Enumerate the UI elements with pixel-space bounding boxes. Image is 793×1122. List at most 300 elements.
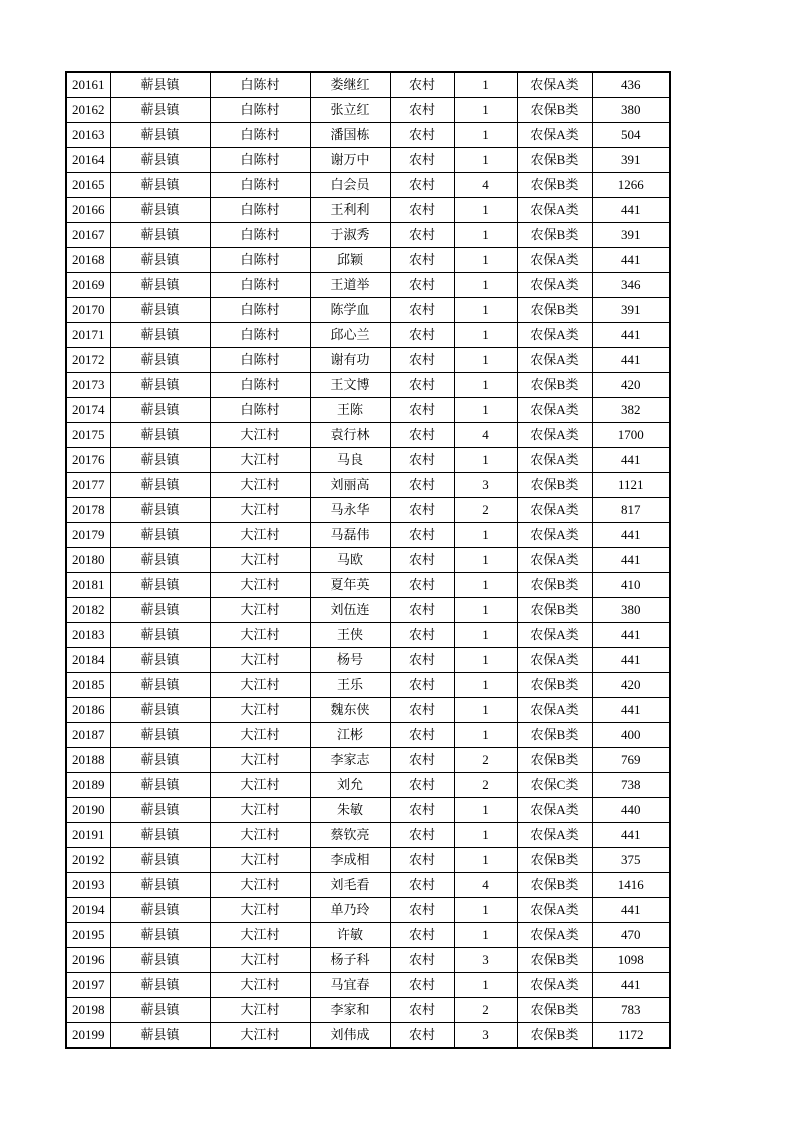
table-cell: 潘国栋 xyxy=(310,123,390,148)
table-cell: 大江村 xyxy=(210,973,310,998)
table-cell: 农保A类 xyxy=(517,72,592,98)
table-cell: 杨号 xyxy=(310,648,390,673)
table-cell: 农村 xyxy=(390,98,454,123)
table-cell: 大江村 xyxy=(210,673,310,698)
table-cell: 20185 xyxy=(66,673,110,698)
table-cell: 738 xyxy=(592,773,670,798)
table-cell: 2 xyxy=(454,498,517,523)
table-cell: 蕲县镇 xyxy=(110,348,210,373)
table-cell: 1 xyxy=(454,198,517,223)
table-cell: 20165 xyxy=(66,173,110,198)
table-cell: 张立红 xyxy=(310,98,390,123)
table-cell: 刘允 xyxy=(310,773,390,798)
table-cell: 1 xyxy=(454,548,517,573)
table-cell: 蕲县镇 xyxy=(110,798,210,823)
table-cell: 441 xyxy=(592,898,670,923)
table-cell: 农保A类 xyxy=(517,348,592,373)
table-cell: 农保A类 xyxy=(517,448,592,473)
table-cell: 娄继红 xyxy=(310,72,390,98)
table-cell: 4 xyxy=(454,423,517,448)
table-cell: 20188 xyxy=(66,748,110,773)
table-cell: 刘毛看 xyxy=(310,873,390,898)
table-cell: 农保B类 xyxy=(517,223,592,248)
table-cell: 20191 xyxy=(66,823,110,848)
table-cell: 农保B类 xyxy=(517,598,592,623)
table-cell: 王乐 xyxy=(310,673,390,698)
table-cell: 马良 xyxy=(310,448,390,473)
table-cell: 大江村 xyxy=(210,423,310,448)
table-cell: 1416 xyxy=(592,873,670,898)
table-cell: 农保A类 xyxy=(517,398,592,423)
table-cell: 蕲县镇 xyxy=(110,623,210,648)
table-cell: 农村 xyxy=(390,473,454,498)
table-cell: 谢有功 xyxy=(310,348,390,373)
table-cell: 农保B类 xyxy=(517,873,592,898)
table-cell: 蕲县镇 xyxy=(110,248,210,273)
table-row xyxy=(66,898,670,923)
table-cell: 1 xyxy=(454,273,517,298)
table-cell: 蕲县镇 xyxy=(110,873,210,898)
table-cell: 410 xyxy=(592,573,670,598)
table-cell: 李家志 xyxy=(310,748,390,773)
table-cell: 大江村 xyxy=(210,598,310,623)
table-cell: 1121 xyxy=(592,473,670,498)
table-row xyxy=(66,723,670,748)
table-cell: 1 xyxy=(454,648,517,673)
table-cell: 20167 xyxy=(66,223,110,248)
table-cell: 农村 xyxy=(390,148,454,173)
table-cell: 农村 xyxy=(390,398,454,423)
table-cell: 20182 xyxy=(66,598,110,623)
table-cell: 农村 xyxy=(390,623,454,648)
table-cell: 白陈村 xyxy=(210,348,310,373)
table-cell: 大江村 xyxy=(210,998,310,1023)
table-cell: 农保A类 xyxy=(517,123,592,148)
table-cell: 蕲县镇 xyxy=(110,398,210,423)
table-cell: 农保B类 xyxy=(517,848,592,873)
table-cell: 大江村 xyxy=(210,873,310,898)
table-row xyxy=(66,1023,670,1049)
table-cell: 20184 xyxy=(66,648,110,673)
table-row xyxy=(66,623,670,648)
table-cell: 大江村 xyxy=(210,748,310,773)
table-cell: 农保A类 xyxy=(517,823,592,848)
table-cell: 农村 xyxy=(390,173,454,198)
table-cell: 农保A类 xyxy=(517,698,592,723)
table-cell: 农保B类 xyxy=(517,573,592,598)
table-cell: 大江村 xyxy=(210,948,310,973)
table-cell: 蕲县镇 xyxy=(110,298,210,323)
table-cell: 20183 xyxy=(66,623,110,648)
table-cell: 农村 xyxy=(390,948,454,973)
table-cell: 农保A类 xyxy=(517,623,592,648)
table-cell: 大江村 xyxy=(210,898,310,923)
table-cell: 农保B类 xyxy=(517,148,592,173)
table-cell: 1266 xyxy=(592,173,670,198)
table-row xyxy=(66,98,670,123)
table-cell: 1 xyxy=(454,373,517,398)
table-row xyxy=(66,473,670,498)
table-cell: 农村 xyxy=(390,323,454,348)
table-cell: 白陈村 xyxy=(210,173,310,198)
table-cell: 农保B类 xyxy=(517,998,592,1023)
table-cell: 382 xyxy=(592,398,670,423)
table-cell: 441 xyxy=(592,548,670,573)
table-cell: 蕲县镇 xyxy=(110,773,210,798)
table-row xyxy=(66,248,670,273)
table-cell: 380 xyxy=(592,98,670,123)
table-cell: 1 xyxy=(454,323,517,348)
table-cell: 邱心兰 xyxy=(310,323,390,348)
table-cell: 蕲县镇 xyxy=(110,898,210,923)
table-cell: 大江村 xyxy=(210,773,310,798)
table-cell: 蕲县镇 xyxy=(110,648,210,673)
table-row xyxy=(66,148,670,173)
table-cell: 单乃玲 xyxy=(310,898,390,923)
table-cell: 蕲县镇 xyxy=(110,748,210,773)
table-cell: 1 xyxy=(454,898,517,923)
table-cell: 农村 xyxy=(390,123,454,148)
table-cell: 20166 xyxy=(66,198,110,223)
table-row xyxy=(66,423,670,448)
table-row xyxy=(66,498,670,523)
table-cell: 蕲县镇 xyxy=(110,473,210,498)
table-cell: 蕲县镇 xyxy=(110,548,210,573)
table-cell: 20164 xyxy=(66,148,110,173)
table-cell: 346 xyxy=(592,273,670,298)
table-row xyxy=(66,298,670,323)
table-cell: 1098 xyxy=(592,948,670,973)
table-cell: 400 xyxy=(592,723,670,748)
table-cell: 20189 xyxy=(66,773,110,798)
table-cell: 农村 xyxy=(390,298,454,323)
table-cell: 441 xyxy=(592,323,670,348)
table-cell: 大江村 xyxy=(210,723,310,748)
table-cell: 刘伍连 xyxy=(310,598,390,623)
table-cell: 蕲县镇 xyxy=(110,973,210,998)
table-cell: 农保B类 xyxy=(517,473,592,498)
table-cell: 王文博 xyxy=(310,373,390,398)
table-cell: 马磊伟 xyxy=(310,523,390,548)
table-cell: 1 xyxy=(454,798,517,823)
table-cell: 1 xyxy=(454,723,517,748)
table-row xyxy=(66,973,670,998)
table-cell: 20177 xyxy=(66,473,110,498)
table-cell: 大江村 xyxy=(210,448,310,473)
table-cell: 白陈村 xyxy=(210,248,310,273)
table-cell: 许敏 xyxy=(310,923,390,948)
table-cell: 农保A类 xyxy=(517,973,592,998)
table-cell: 蔡钦亮 xyxy=(310,823,390,848)
table-cell: 农村 xyxy=(390,273,454,298)
table-cell: 817 xyxy=(592,498,670,523)
table-cell: 1 xyxy=(454,348,517,373)
table-cell: 农保A类 xyxy=(517,273,592,298)
table-cell: 蕲县镇 xyxy=(110,598,210,623)
table-cell: 1 xyxy=(454,573,517,598)
table-cell: 白陈村 xyxy=(210,148,310,173)
table-cell: 1 xyxy=(454,698,517,723)
table-cell: 农村 xyxy=(390,198,454,223)
table-cell: 420 xyxy=(592,373,670,398)
table-cell: 马欧 xyxy=(310,548,390,573)
table-cell: 441 xyxy=(592,523,670,548)
table-cell: 20162 xyxy=(66,98,110,123)
table-cell: 农村 xyxy=(390,248,454,273)
table-row xyxy=(66,598,670,623)
table-cell: 2 xyxy=(454,773,517,798)
table-cell: 农村 xyxy=(390,598,454,623)
table-cell: 441 xyxy=(592,348,670,373)
table-cell: 20168 xyxy=(66,248,110,273)
table-cell: 农村 xyxy=(390,673,454,698)
table-cell: 20174 xyxy=(66,398,110,423)
table-row xyxy=(66,223,670,248)
table-cell: 大江村 xyxy=(210,923,310,948)
table-cell: 1 xyxy=(454,398,517,423)
table-cell: 大江村 xyxy=(210,823,310,848)
table-cell: 白陈村 xyxy=(210,398,310,423)
table-cell: 农村 xyxy=(390,898,454,923)
table-cell: 白陈村 xyxy=(210,298,310,323)
table-cell: 20179 xyxy=(66,523,110,548)
table-cell: 1 xyxy=(454,98,517,123)
table-cell: 王陈 xyxy=(310,398,390,423)
table-cell: 20195 xyxy=(66,923,110,948)
table-cell: 陈学血 xyxy=(310,298,390,323)
table-cell: 1 xyxy=(454,123,517,148)
table-cell: 蕲县镇 xyxy=(110,98,210,123)
table-cell: 农村 xyxy=(390,448,454,473)
table-row xyxy=(66,648,670,673)
table-cell: 农保A类 xyxy=(517,248,592,273)
table-cell: 农村 xyxy=(390,973,454,998)
table-cell: 李成相 xyxy=(310,848,390,873)
table-row xyxy=(66,173,670,198)
table-cell: 朱敏 xyxy=(310,798,390,823)
table-cell: 蕲县镇 xyxy=(110,423,210,448)
table-cell: 农村 xyxy=(390,348,454,373)
table-cell: 1 xyxy=(454,823,517,848)
table-cell: 大江村 xyxy=(210,523,310,548)
table-cell: 蕲县镇 xyxy=(110,323,210,348)
table-cell: 农保A类 xyxy=(517,648,592,673)
table-cell: 农保B类 xyxy=(517,948,592,973)
table-cell: 农保A类 xyxy=(517,923,592,948)
table-cell: 1 xyxy=(454,448,517,473)
table-cell: 谢万中 xyxy=(310,148,390,173)
table-cell: 蕲县镇 xyxy=(110,723,210,748)
table-cell: 农保B类 xyxy=(517,173,592,198)
table-row xyxy=(66,198,670,223)
table-cell: 农村 xyxy=(390,1023,454,1049)
table-cell: 农村 xyxy=(390,923,454,948)
table-body xyxy=(66,72,670,1048)
table-cell: 农村 xyxy=(390,798,454,823)
table-cell: 4 xyxy=(454,173,517,198)
table-cell: 农保A类 xyxy=(517,898,592,923)
table-cell: 蕲县镇 xyxy=(110,948,210,973)
table-cell: 蕲县镇 xyxy=(110,823,210,848)
table-cell: 杨子科 xyxy=(310,948,390,973)
table-cell: 420 xyxy=(592,673,670,698)
table-cell: 1 xyxy=(454,223,517,248)
table-cell: 20196 xyxy=(66,948,110,973)
table-cell: 李家和 xyxy=(310,998,390,1023)
table-cell: 441 xyxy=(592,198,670,223)
table-cell: 白陈村 xyxy=(210,98,310,123)
table-cell: 农村 xyxy=(390,848,454,873)
table-cell: 3 xyxy=(454,1023,517,1049)
table-cell: 20161 xyxy=(66,72,110,98)
table-cell: 391 xyxy=(592,223,670,248)
table-cell: 441 xyxy=(592,248,670,273)
table-cell: 王道举 xyxy=(310,273,390,298)
table-row xyxy=(66,748,670,773)
table-cell: 蕲县镇 xyxy=(110,698,210,723)
table-cell: 20172 xyxy=(66,348,110,373)
table-cell: 蕲县镇 xyxy=(110,148,210,173)
table-row xyxy=(66,72,670,98)
table-cell: 蕲县镇 xyxy=(110,72,210,98)
table-cell: 20190 xyxy=(66,798,110,823)
table-cell: 农保C类 xyxy=(517,773,592,798)
table-row xyxy=(66,373,670,398)
table-row xyxy=(66,673,670,698)
table-cell: 20169 xyxy=(66,273,110,298)
table-row xyxy=(66,523,670,548)
table-cell: 436 xyxy=(592,72,670,98)
table-row xyxy=(66,948,670,973)
table-cell: 农村 xyxy=(390,573,454,598)
table-cell: 白陈村 xyxy=(210,273,310,298)
table-cell: 20199 xyxy=(66,1023,110,1049)
table-cell: 农村 xyxy=(390,873,454,898)
table-cell: 大江村 xyxy=(210,623,310,648)
table-cell: 3 xyxy=(454,948,517,973)
table-cell: 蕲县镇 xyxy=(110,998,210,1023)
table-cell: 391 xyxy=(592,298,670,323)
table-cell: 蕲县镇 xyxy=(110,673,210,698)
table-cell: 农村 xyxy=(390,423,454,448)
table-cell: 马宜春 xyxy=(310,973,390,998)
table-cell: 20193 xyxy=(66,873,110,898)
table-row xyxy=(66,823,670,848)
table-cell: 大江村 xyxy=(210,648,310,673)
table-cell: 农村 xyxy=(390,548,454,573)
table-cell: 白陈村 xyxy=(210,223,310,248)
table-cell: 蕲县镇 xyxy=(110,373,210,398)
table-cell: 农村 xyxy=(390,998,454,1023)
table-cell: 农村 xyxy=(390,373,454,398)
table-cell: 农保A类 xyxy=(517,323,592,348)
table-cell: 农保B类 xyxy=(517,298,592,323)
benefits-table xyxy=(65,71,671,1049)
table-cell: 蕲县镇 xyxy=(110,498,210,523)
table-cell: 农村 xyxy=(390,773,454,798)
table-row xyxy=(66,773,670,798)
table-cell: 蕲县镇 xyxy=(110,573,210,598)
table-cell: 马永华 xyxy=(310,498,390,523)
table-cell: 大江村 xyxy=(210,498,310,523)
table-cell: 20176 xyxy=(66,448,110,473)
table-cell: 蕲县镇 xyxy=(110,273,210,298)
table-cell: 刘丽高 xyxy=(310,473,390,498)
table-cell: 1 xyxy=(454,72,517,98)
table-cell: 20197 xyxy=(66,973,110,998)
table-cell: 2 xyxy=(454,998,517,1023)
table-cell: 20178 xyxy=(66,498,110,523)
table-cell: 20180 xyxy=(66,548,110,573)
table-row xyxy=(66,848,670,873)
table-cell: 20198 xyxy=(66,998,110,1023)
table-cell: 农保A类 xyxy=(517,548,592,573)
table-row xyxy=(66,548,670,573)
table-cell: 刘伟成 xyxy=(310,1023,390,1049)
table-cell: 441 xyxy=(592,823,670,848)
table-cell: 504 xyxy=(592,123,670,148)
table-cell: 20170 xyxy=(66,298,110,323)
table-cell: 391 xyxy=(592,148,670,173)
table-cell: 大江村 xyxy=(210,698,310,723)
table-cell: 夏年英 xyxy=(310,573,390,598)
table-row xyxy=(66,573,670,598)
table-row xyxy=(66,348,670,373)
table-cell: 1 xyxy=(454,523,517,548)
table-cell: 20181 xyxy=(66,573,110,598)
table-cell: 农保A类 xyxy=(517,523,592,548)
table-cell: 魏东侠 xyxy=(310,698,390,723)
table-cell: 441 xyxy=(592,698,670,723)
table-row xyxy=(66,998,670,1023)
table-cell: 1 xyxy=(454,623,517,648)
table-cell: 大江村 xyxy=(210,798,310,823)
table-cell: 441 xyxy=(592,973,670,998)
table-cell: 20175 xyxy=(66,423,110,448)
table-cell: 农保A类 xyxy=(517,498,592,523)
table-cell: 农村 xyxy=(390,648,454,673)
table-cell: 农村 xyxy=(390,72,454,98)
table-cell: 大江村 xyxy=(210,473,310,498)
table-cell: 1 xyxy=(454,298,517,323)
table-cell: 白陈村 xyxy=(210,72,310,98)
table-cell: 769 xyxy=(592,748,670,773)
table-row xyxy=(66,873,670,898)
table-cell: 1 xyxy=(454,923,517,948)
table-cell: 大江村 xyxy=(210,848,310,873)
table-cell: 20187 xyxy=(66,723,110,748)
table-cell: 农村 xyxy=(390,723,454,748)
table-cell: 蕲县镇 xyxy=(110,523,210,548)
table-cell: 783 xyxy=(592,998,670,1023)
table-cell: 大江村 xyxy=(210,573,310,598)
table-cell: 白陈村 xyxy=(210,198,310,223)
table-row xyxy=(66,448,670,473)
table-cell: 1 xyxy=(454,148,517,173)
table-cell: 1 xyxy=(454,598,517,623)
table-row xyxy=(66,398,670,423)
table-cell: 农保B类 xyxy=(517,723,592,748)
table-cell: 蕲县镇 xyxy=(110,848,210,873)
table-cell: 大江村 xyxy=(210,1023,310,1049)
table-cell: 3 xyxy=(454,473,517,498)
table-cell: 白陈村 xyxy=(210,373,310,398)
table-cell: 1700 xyxy=(592,423,670,448)
table-cell: 农村 xyxy=(390,523,454,548)
table-cell: 1 xyxy=(454,248,517,273)
table-cell: 蕲县镇 xyxy=(110,123,210,148)
table-cell: 王侠 xyxy=(310,623,390,648)
